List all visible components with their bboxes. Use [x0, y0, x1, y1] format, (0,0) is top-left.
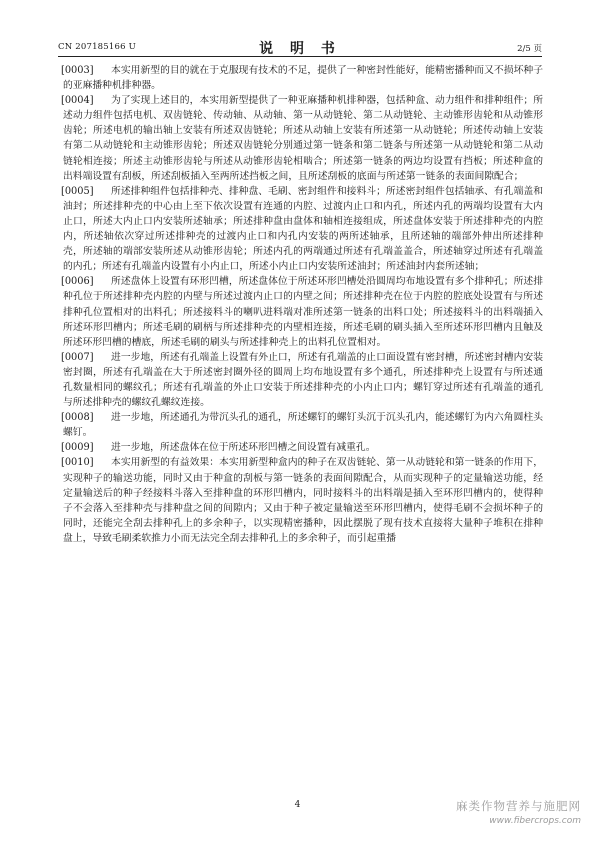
paragraph-0006 [63, 274, 543, 349]
paragraph-0005 [63, 184, 543, 275]
description-body [63, 63, 543, 546]
paragraph-text: 为了实现上述目的，本实用新型提供了一种亚麻播种机排种器，包括种盒、动力组件和排种组件；所述动力组件包括电机、双齿链轮、传动轴、从动轴、第一从动链轮、第二从动链轮、主动锥形齿轮和从动锥形齿轮；所述电机的输出轴上安装有所述双齿链轮；所述从动轴上安装有所述第一从动链轮；所述传动轴上安装有第二从动链轮和主动锥形齿轮；所述双齿链轮分别通过第一链条和第二链条与所述第一从动链轮和第二从动链轮相连接；所述主动锥形齿轮与所述从动锥形齿轮相啮合；所述第一链条的两边均设置有挡板；所述种盒的出料端设置有刮板，所述刮板插入至两所述挡板之间，且所述刮板的底面与所述第一链条的表面间隙配合； [63, 95, 543, 182]
page-indicator: 2/5 页 [517, 44, 542, 54]
site-watermark [456, 798, 581, 826]
paragraph-text: 本实用新型的有益效果：本实用新型种盒内的种子在双齿链轮、第一从动链轮和第一链条的作用下，实现种子的输送功能，同时又由于种盒的刮板与第一链条的表面间隙配合，从而实现种子的定量输送功能，经定量输送后的种子经接料斗落入至排种盘的环形凹槽内，同时接料斗的出料端是插入至环形凹槽内的，使得种子不会落入至排种壳与排种盘之间的间隙内；又由于种子被定量输送至环形凹槽内，使得毛刷不会损坏种子的同时，还能完全刮去排种孔上的多余种子，以实现精密播种，因此摆脱了现有技术直接将大量种子堆积在排种盘上，导致毛刷柔软推力小而无法完全刮去排种孔上的多余种子，而引起重播 [63, 457, 543, 544]
paragraph-0009 [63, 440, 543, 455]
watermark-title: 麻类作物营养与施肥网 [456, 799, 581, 813]
paragraph-number: [0010] [61, 457, 94, 469]
patent-number: CN 207185166 U [58, 42, 136, 52]
paragraph-0008 [63, 410, 543, 440]
watermark-url: www.fibercrops.com [489, 816, 581, 826]
paragraph-number: [0006] [61, 276, 94, 288]
document-title: 说 明 书 [259, 41, 341, 57]
paragraph-number: [0004] [61, 95, 94, 107]
page-header [58, 40, 542, 57]
paragraph-text: 本实用新型的目的就在于克服现有技术的不足，提供了一种密封性能好，能精密播种而又不损坏种子的亚麻播种机排种器。 [63, 65, 543, 92]
paragraph-0004 [63, 93, 543, 184]
paragraph-0007 [63, 350, 543, 410]
paragraph-0010 [63, 455, 543, 546]
paragraph-0003 [63, 63, 543, 93]
paragraph-number: [0003] [61, 65, 94, 76]
paragraph-number: [0007] [61, 351, 94, 363]
page-number: 4 [294, 800, 301, 810]
paragraph-text: 进一步地，所述通孔为带沉头孔的通孔，所述螺钉的螺钉头沉于沉头孔内，能述螺钉为内六角圆柱头螺钉。 [63, 412, 543, 439]
paragraph-text: 进一步地，所述有孔端盖上设置有外止口，所述有孔端盖的止口面设置有密封槽，所述密封槽内安装密封圈，所述有孔端盖在大于所述密封圈外径的圆周上均布地设置有多个通孔，所述排种壳上设置有与所述通孔数量相同的螺纹孔；所述有孔端盖的外止口安装于所述排种壳的小内止口内；螺钉穿过所述有孔端盖的通孔与所述排种壳的螺纹孔螺纹连接。 [63, 351, 543, 409]
paragraph-text: 所述盘体上设置有环形凹槽，所述盘体位于所述环形凹槽处沿圆周均布地设置有多个排种孔；所述排种孔位于所述排种壳内腔的内壁与所述过渡内止口的内壁之间；所述排种壳在位于内腔的腔底处设置有与所述排种孔位置相对的出料孔；所述接料斗的喇叭进料端对准所述第一链条的出料口处；所述接料斗的出料端插入所述环形凹槽内；所述毛刷的刷柄与所述排种壳的内壁相连接，所述毛刷的刷头插入至所述环形凹槽内且触及所述环形凹槽的槽底，所述毛刷的刷头与所述排种壳上的出料孔位置相对。 [63, 276, 543, 348]
paragraph-number: [0008] [61, 412, 94, 424]
paragraph-text: 进一步地，所述盘体在位于所述环形凹槽之间设置有减重孔。 [111, 442, 376, 454]
paragraph-text: 所述排种组件包括排种壳、排种盘、毛刷、密封组件和接料斗；所述密封组件包括轴承、有孔端盖和油封；所述排种壳的中心由上至下依次设置有连通的内腔、过渡内止口和内孔，所述内孔的两端均设置有大内止口，所述大内止口内安装所述轴承；所述排种盘由盘体和轴相连接组成，所述盘体安装于所述排种壳的内腔内，所述轴依次穿过所述排种壳的过渡内止口和内孔内安装的两所述轴承，且所述轴的端部外伸出所述排种壳，所述轴的端部安装所述从动锥形齿轮；所述内孔的两端通过所述有孔端盖盖合，所述轴穿过所述有孔端盖的内孔；所述有孔端盖内设置有小内止口，所述小内止口内安装所述油封；所述油封内套所述轴； [63, 185, 543, 273]
paragraph-number: [0009] [61, 442, 94, 454]
paragraph-number: [0005] [61, 185, 94, 197]
